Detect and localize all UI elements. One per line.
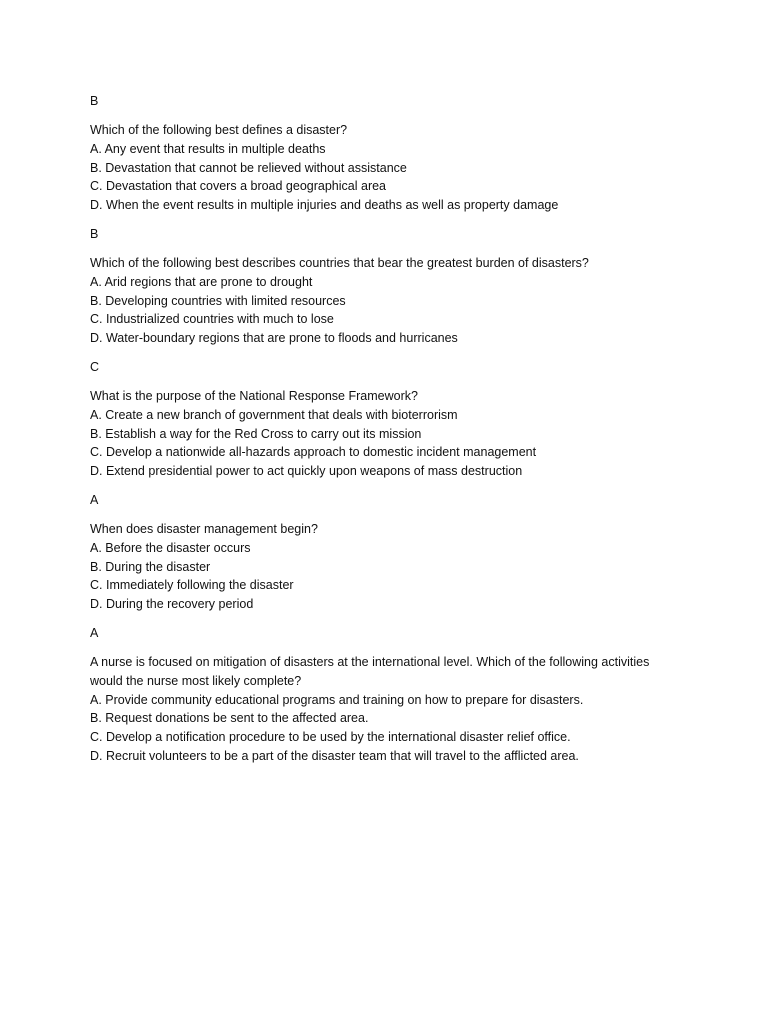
answer-key: C: [90, 359, 100, 374]
option-b: B. Devastation that cannot be relieved without assistance: [90, 160, 407, 175]
option-c: C. Develop a nationwide all-hazards approach to domestic incident management: [90, 445, 537, 460]
option-d: D. When the event results in multiple injuries and deaths as well as property damage: [90, 198, 559, 213]
question: [90, 520, 730, 614]
question-text-continued: would the nurse most likely complete?: [90, 673, 302, 688]
option-c: C. Immediately following the disaster: [90, 578, 294, 593]
document-page: [90, 92, 730, 776]
qa-block-3: [90, 358, 730, 481]
qa-block-2: [90, 225, 730, 348]
question-text: Which of the following best defines a disaster?: [90, 123, 348, 137]
option-d: D. Water-boundary regions that are prone to floods and hurricanes: [90, 331, 458, 346]
question: [90, 653, 730, 766]
option-d: D. During the recovery period: [90, 597, 254, 612]
option-b: B. During the disaster: [90, 559, 211, 574]
option-a: A. Any event that results in multiple deaths: [90, 141, 326, 156]
option-c: C. Devastation that covers a broad geographical area: [90, 179, 387, 194]
qa-block-5: [90, 624, 730, 766]
option-a: A. Provide community educational programs and training on how to prepare for disasters.: [90, 692, 584, 707]
qa-block-1: [90, 92, 730, 215]
answer-key: A: [90, 625, 99, 640]
question: [90, 387, 730, 481]
option-a: A. Arid regions that are prone to drought: [90, 274, 313, 289]
question: [90, 254, 730, 348]
option-c: C. Develop a notification procedure to be used by the international disaster relief office.: [90, 730, 571, 745]
answer-key: A: [90, 492, 99, 507]
question-text: When does disaster management begin?: [90, 521, 318, 536]
answer-key: B: [90, 226, 99, 241]
option-a: A. Create a new branch of government that deals with bioterrorism: [90, 407, 458, 422]
option-a: A. Before the disaster occurs: [90, 540, 251, 555]
question-text: Which of the following best describes countries that bear the greatest burden of disasters?: [90, 255, 589, 270]
option-b: B. Establish a way for the Red Cross to carry out its mission: [90, 426, 422, 441]
option-b: B. Developing countries with limited resources: [90, 293, 346, 308]
option-b: B. Request donations be sent to the affected area.: [90, 711, 369, 726]
question-text: A nurse is focused on mitigation of disasters at the international level. Which of the following activities: [90, 654, 650, 669]
option-d: D. Recruit volunteers to be a part of the disaster team that will travel to the afflicted area.: [90, 748, 579, 763]
answer-key: B: [90, 94, 99, 108]
option-c: C. Industrialized countries with much to lose: [90, 312, 334, 327]
question-text: What is the purpose of the National Response Framework?: [90, 388, 418, 403]
option-d: D. Extend presidential power to act quickly upon weapons of mass destruction: [90, 464, 523, 479]
qa-block-4: [90, 491, 730, 614]
question: [90, 121, 730, 215]
